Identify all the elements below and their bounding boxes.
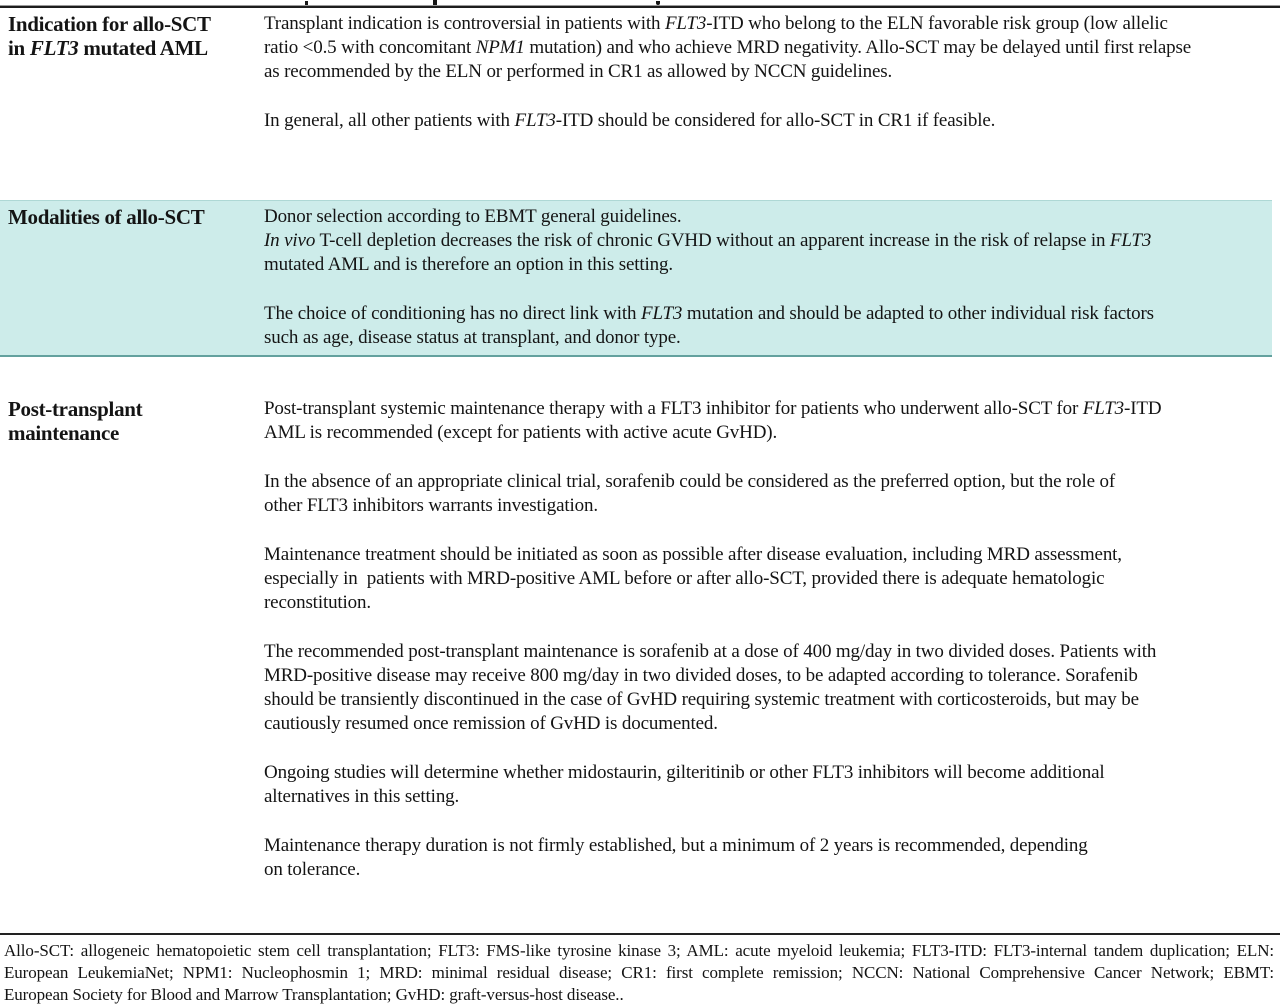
cropped-row-remnant bbox=[0, 0, 1280, 5]
body-paragraph bbox=[264, 761, 1266, 809]
body-text-line: should be transiently discontinued in the case of GvHD requiring systemic treatment with corticosteroids, but may be bbox=[264, 689, 1139, 710]
body-text-line: especially in patients with MRD-positive AML before or after allo-SCT, provided there is adequate hematologic bbox=[264, 568, 1105, 589]
body-text-line: Maintenance treatment should be initiated as soon as possible after disease evaluation, including MRD assessment, bbox=[264, 544, 1122, 565]
body-paragraph bbox=[264, 543, 1266, 615]
body-paragraph bbox=[264, 109, 1266, 133]
body-text-line: ratio <0.5 with concomitant NPM1 mutation) and who achieve MRD negativity. Allo-SCT may be delayed until first relapse bbox=[264, 37, 1191, 58]
table-body bbox=[0, 8, 1280, 933]
body-text-line: Transplant indication is controversial in patients with FLT3-ITD who belong to the ELN favorable risk group (low allelic bbox=[264, 13, 1168, 34]
body-paragraph bbox=[264, 834, 1266, 882]
body-text-line: on tolerance. bbox=[264, 859, 361, 880]
body-paragraph bbox=[264, 12, 1266, 84]
row-header-line: Post-transplant bbox=[8, 397, 143, 421]
table-footnote bbox=[0, 933, 1280, 1006]
body-text-line: alternatives in this setting. bbox=[264, 786, 460, 807]
body-text-line: In the absence of an appropriate clinical trial, sorafenib could be considered as the preferred option, but the role of bbox=[264, 471, 1116, 492]
body-text-line: In vivo T-cell depletion decreases the risk of chronic GVHD without an apparent increase in the risk of relapse in FLT3 bbox=[264, 230, 1152, 251]
body-text-line: such as age, disease status at transplant, and donor type. bbox=[264, 327, 681, 348]
footnote-line: Allo-SCT: allogeneic hematopoietic stem cell transplantation; FLT3: FMS-like tyrosine kinase 3; AML: acute myeloid leukemia; FLT3-ITD: FLT3-internal tandem duplication; ELN: bbox=[4, 941, 1274, 960]
cropped-text-fragment bbox=[433, 0, 437, 5]
table-row-highlighted bbox=[0, 200, 1272, 357]
body-text-line: AML is recommended (except for patients with active acute GvHD). bbox=[264, 422, 778, 443]
row-body bbox=[264, 205, 1272, 355]
body-text-line: other FLT3 inhibitors warrants investigation. bbox=[264, 495, 598, 516]
row-body bbox=[264, 397, 1280, 933]
body-text-line: as recommended by the ELN or performed in CR1 as allowed by NCCN guidelines. bbox=[264, 61, 893, 82]
footnote-line: European Society for Blood and Marrow Transplantation; GvHD: graft-versus-host disease.. bbox=[4, 985, 624, 1004]
body-text-line: mutated AML and is therefore an option in this setting. bbox=[264, 254, 673, 275]
row-header bbox=[0, 12, 264, 200]
table-row bbox=[0, 8, 1280, 200]
body-text-line: Ongoing studies will determine whether midostaurin, gilteritinib or other FLT3 inhibitors will become additional bbox=[264, 762, 1105, 783]
body-text-line: Post-transplant systemic maintenance therapy with a FLT3 inhibitor for patients who underwent allo-SCT for FLT3-ITD bbox=[264, 398, 1162, 419]
row-header-line: in FLT3 mutated AML bbox=[8, 36, 208, 60]
row-header-line: Modalities of allo-SCT bbox=[8, 205, 205, 229]
row-header-line: maintenance bbox=[8, 421, 120, 445]
body-paragraph bbox=[264, 302, 1258, 350]
row-header bbox=[0, 397, 264, 933]
cropped-text-fragment bbox=[656, 1, 660, 5]
body-text-line: In general, all other patients with FLT3-ITD should be considered for allo-SCT in CR1 if feasible. bbox=[264, 110, 996, 131]
body-text-line: reconstitution. bbox=[264, 592, 371, 613]
row-header bbox=[0, 205, 264, 355]
body-paragraph bbox=[264, 397, 1266, 445]
table-row bbox=[0, 357, 1280, 933]
body-text-line: cautiously resumed once remission of GvHD is documented. bbox=[264, 713, 718, 734]
body-text-line: The choice of conditioning has no direct link with FLT3 mutation and should be adapted to other individual risk factors bbox=[264, 303, 1154, 324]
body-text-line: Donor selection according to EBMT general guidelines. bbox=[264, 206, 682, 227]
body-paragraph bbox=[264, 640, 1266, 736]
body-paragraph bbox=[264, 205, 1258, 277]
body-text-line: Maintenance therapy duration is not firmly established, but a minimum of 2 years is recommended, depending bbox=[264, 835, 1088, 856]
footnote-line: European LeukemiaNet; NPM1: Nucleophosmin 1; MRD: minimal residual disease; CR1: first complete remission; NCCN: National Comprehensive Cancer Network; EBMT: bbox=[4, 963, 1274, 982]
cropped-text-fragment bbox=[305, 1, 308, 5]
body-paragraph bbox=[264, 470, 1266, 518]
body-text-line: The recommended post-transplant maintenance is sorafenib at a dose of 400 mg/day in two divided doses. Patients with bbox=[264, 641, 1157, 662]
row-body bbox=[264, 12, 1280, 200]
row-header-line: Indication for allo-SCT bbox=[8, 12, 211, 36]
body-text-line: MRD-positive disease may receive 800 mg/day in two divided doses, to be adapted according to tolerance. Sorafenib bbox=[264, 665, 1138, 686]
